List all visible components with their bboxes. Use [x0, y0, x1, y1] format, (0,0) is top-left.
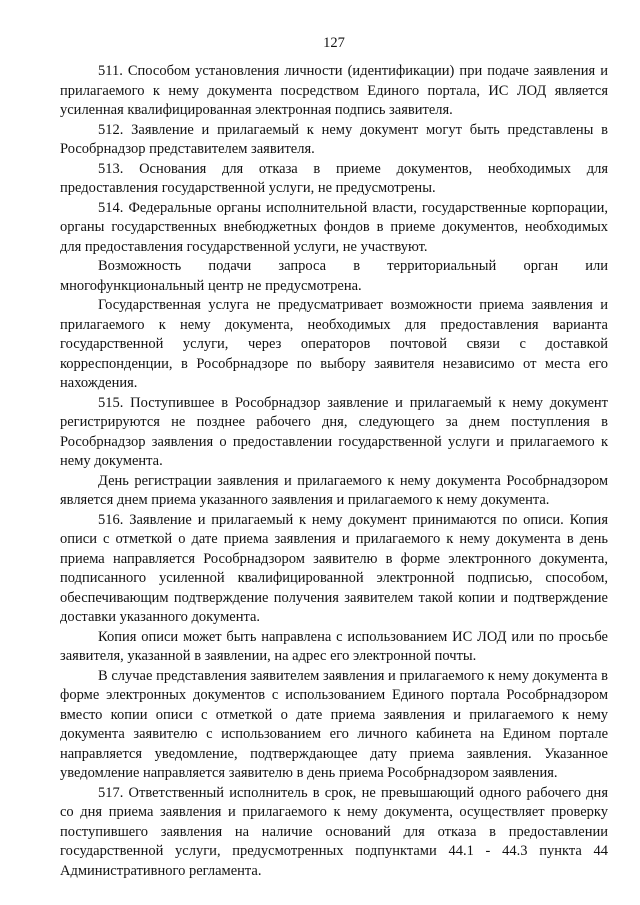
paragraph-516-copy: Копия описи может быть направлена с использованием ИС ЛОД или по просьбе заявителя, указанной в заявлении, на адрес его электронной почты.: [60, 628, 608, 664]
paragraph-516-portal: В случае представления заявителем заявления и прилагаемого к нему документа в форме электронных документов с использованием Единого портала Рособрнадзором вместо копии описи с отметкой о дате приема заявления и прилагаемого к нему документа заявителю с использованием его личного кабинета на Едином портале направляется уведомление, подтверждающее дату приема заявления. Указанное уведомление направляется заявителю в день приема Рособрнадзором заявления.: [60, 667, 608, 781]
paragraph-517: 517. Ответственный исполнитель в срок, не превышающий одного рабочего дня со дня приема заявления и прилагаемого к нему документа, осуществляет проверку поступившего заявления на наличие оснований для отказа в предоставлении государственной услуги, предусмотренных подпунктами 44.1 - 44.3 пункта 44 Административного регламента.: [60, 784, 608, 879]
paragraph-513: 513. Основания для отказа в приеме документов, необходимых для предоставления государственной услуги, не предусмотрены.: [60, 160, 608, 196]
paragraph-514-territorial: Возможность подачи запроса в территориальный орган или многофункциональный центр не предусмотрена.: [60, 258, 608, 294]
paragraph-514: 514. Федеральные органы исполнительной власти, государственные корпорации, органы государственных внебюджетных фондов в приеме документов, необходимых для предоставления государственной услуги, не участвуют.: [60, 199, 608, 255]
paragraph-515: 515. Поступившее в Рособрнадзор заявление и прилагаемый к нему документ регистрируются не позднее рабочего дня, следующего за днем поступления в Рособрнадзор заявления о предоставлении государственной услуги и прилагаемого к нему документа.: [60, 394, 608, 469]
page-number: 127: [323, 35, 345, 51]
paragraph-512: 512. Заявление и прилагаемый к нему документ могут быть представлены в Рособрнадзор представителем заявителя.: [60, 121, 608, 157]
paragraph-514-postal: Государственная услуга не предусматривает возможности приема заявления и прилагаемого к нему документа, необходимых для предоставления варианта государственной услуги, через операторов почтовой связи с доставкой корреспонденции, в Рособрнадзоре по выбору заявителя независимо от места его нахождения.: [60, 297, 608, 391]
paragraph-515-registration-day: День регистрации заявления и прилагаемого к нему документа Рособрнадзором является днем приема указанного заявления и прилагаемого к нему документа.: [60, 472, 608, 508]
document-page: [60, 34, 608, 894]
paragraph-516: 516. Заявление и прилагаемый к нему документ принимаются по описи. Копия описи с отметкой о дате приема заявления и прилагаемого к нему документа в день приема направляется Рособрнадзором заявителю в форме электронного документа, подписанного усиленной квалифицированной электронной подписью, способом, обеспечивающим подтверждение получения заявителем такой копии и подтверждение доставки указанного документа.: [60, 511, 608, 625]
paragraph-511: 511. Способом установления личности (идентификации) при подаче заявления и прилагаемого к нему документа посредством Единого портала, ИС ЛОД является усиленная квалифицированная электронная подпись заявителя.: [60, 63, 608, 118]
